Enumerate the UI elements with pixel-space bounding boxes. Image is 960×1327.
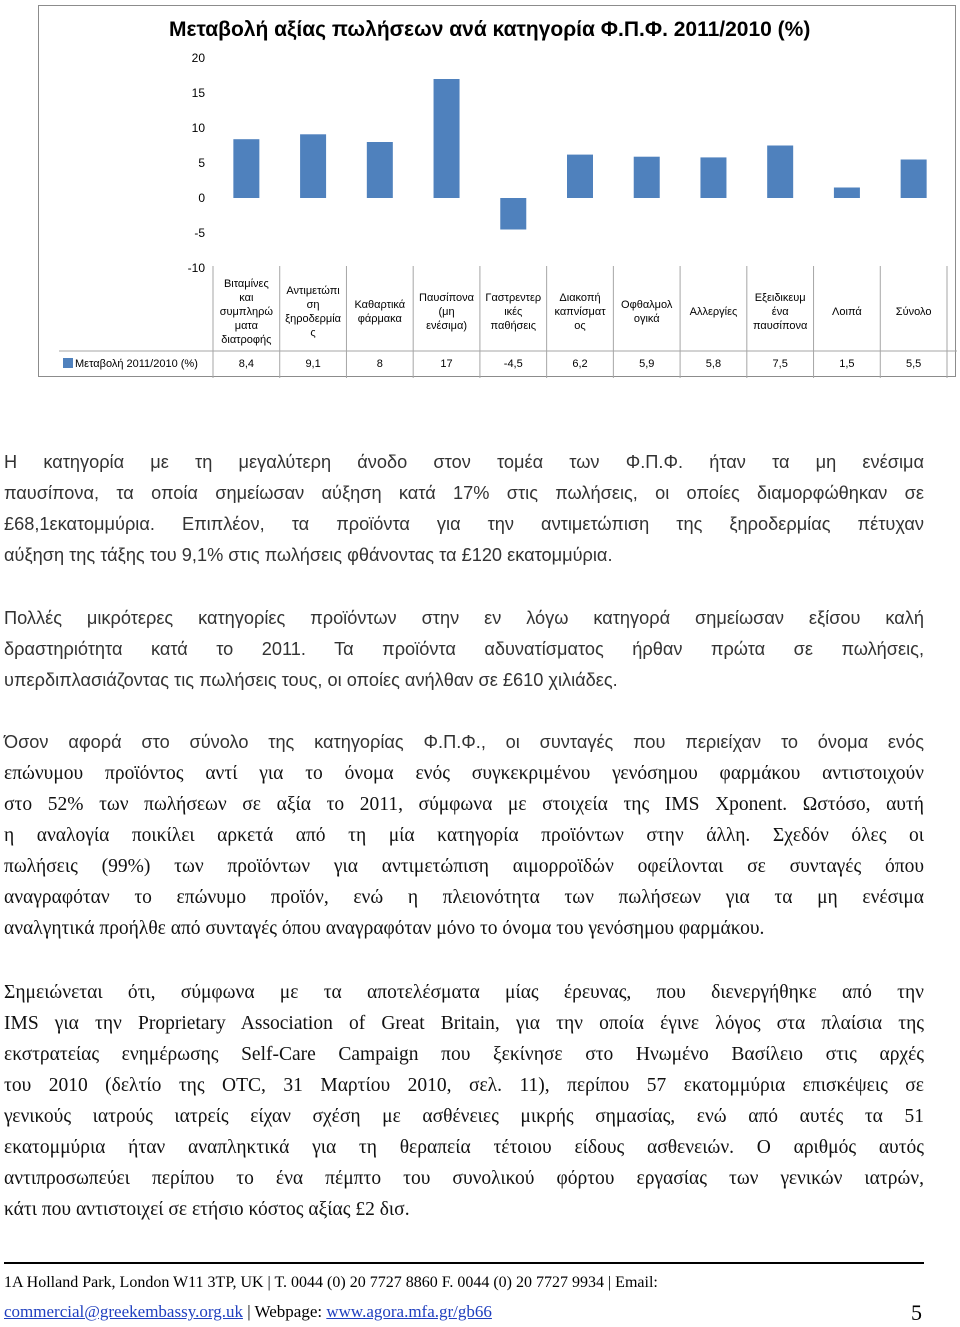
category-label: ένα [771, 306, 789, 318]
page-number: 5 [911, 1300, 922, 1325]
category-label: ση [306, 299, 320, 311]
footer-links [4, 1302, 934, 1322]
text-line: IMS για την Proprietary Association of Great Britain, για την οποία έγινε λόγος στα πλαίσια της [4, 1013, 924, 1034]
category-label: (μη [438, 306, 455, 318]
category-label: Διακοπή [559, 292, 601, 304]
category-label: Βιταμίνες [223, 278, 269, 290]
text-line: Σημειώνεται ότι, σύμφωνα με τα αποτελέσματα μίας έρευνας, που διενεργήθηκε από την [4, 982, 924, 1003]
category-label: ς [310, 327, 316, 339]
text-line: η αναλογία ποικίλει αρκετά από τη μία κατηγορία προϊόντων στην άλλη. Σχεδόν όλες οι [4, 825, 924, 846]
footer-separator: | Webpage: [242, 1302, 327, 1321]
bar [367, 142, 393, 198]
legend-label: Μεταβολή 2011/2010 (%) [75, 358, 198, 370]
chart-frame [38, 5, 956, 377]
category-label: διατροφής [221, 334, 272, 346]
data-value-label: 5,5 [905, 358, 922, 370]
text-line: γενικούς ιατρούς ιατρείς είχαν σχέση με ασθένειες μικρής σημασίας, ενώ από αυτές τα 51 [4, 1106, 924, 1127]
text-line: αντιπροσωπεύει περίπου το ένα πέμπτο του συνολικού φόρτου εργασίας των γενικών ιατρών, [4, 1168, 924, 1189]
text-line: Όσον αφορά στο σύνολο της κατηγορίας Φ.Π.Φ., οι συνταγές που περιείχαν το όνομα ενός [4, 732, 924, 752]
category-label: ματα [234, 320, 258, 332]
category-label: παθήσεις [490, 320, 537, 332]
y-tick-label: -10 [187, 261, 205, 275]
footer-address: 1A Holland Park, London W11 3TP, UK | T. 0044 (0) 20 7727 8860 F. 0044 (0) 20 7727 9934 | Email: [4, 1274, 658, 1291]
category-label: ικές [504, 306, 523, 318]
legend-swatch [63, 358, 73, 368]
text-line: υπερδιπλασιάζοντας τις πωλήσεις τους, οι οποίες ανήλθαν σε £610 χιλιάδες. [4, 670, 618, 690]
footer-divider [4, 1262, 924, 1264]
bar [901, 160, 927, 199]
email-link[interactable]: commercial@greekembassy.org.uk [4, 1302, 243, 1321]
data-value-label: 17 [440, 358, 453, 370]
category-label: καπνίσματ [554, 306, 606, 318]
chart-title: Μεταβολή αξίας πωλήσεων ανά κατηγορία Φ.Π.Φ. 2011/2010 (%) [169, 18, 811, 41]
text-line: παυσίπονα, τα οποία σημείωσαν αύξηση κατά 17% στις πωλήσεις, οι οποίες διαμορφώθηκαν σε [4, 483, 924, 503]
bar [567, 155, 593, 198]
data-value-label: 5,8 [705, 358, 722, 370]
category-label: ενέσιμα) [426, 320, 467, 332]
text-line: Πολλές μικρότερες κατηγορίες προϊόντων στην εν λόγω κατηγορά σημείωσαν εξίσου καλή [4, 608, 924, 628]
text-line: αναγραφόταν το επώνυμο προϊόν, ενώ η πλειονότητα των πωλήσεων για τα μη ενέσιμα [4, 887, 924, 908]
website-link[interactable]: www.agora.mfa.gr/gb66 [326, 1302, 492, 1321]
data-value-label: 8,4 [238, 358, 255, 370]
text-line: αναλγητικά προήλθε από συνταγές όπου αναγραφόταν μόνο το όνομα του γενόσημου φαρμάκου. [4, 918, 765, 939]
bar [300, 134, 326, 198]
category-label: φάρμακα [357, 313, 402, 325]
bar-chart [39, 6, 957, 378]
category-label: Παυσίπονα [419, 292, 475, 304]
text-line: πωλήσεις (99%) των προϊόντων για αντιμετώπιση αιμορροϊδών οφείλονται σε συνταγές όπου [4, 856, 924, 877]
y-tick-label: 15 [191, 86, 205, 100]
data-value-label: -4,5 [503, 358, 523, 370]
text-line: επώνυμου προϊόντος αντί για το όνομα ενός συγκεκριμένου γενόσημου φαρμάκου αντιστοιχούν [4, 763, 924, 784]
category-label: Καθαρτικά [354, 299, 406, 311]
text-line: δραστηριότητα κατά το 2011. Τα προϊόντα αδυνατίσματος ήρθαν πρώτα σε πωλήσεις, [4, 639, 924, 659]
bar [767, 146, 793, 199]
category-label: ογικά [633, 313, 660, 325]
data-value-label: 8 [376, 358, 383, 370]
y-tick-label: 10 [191, 121, 205, 135]
text-line: εκστρατείας ενημέρωσης Self-Care Campaign που ξεκίνησε στο Ηνωμένο Βασίλειο στις αρχές [4, 1044, 924, 1065]
bar [434, 79, 460, 198]
category-label: ξηροδερμία [285, 313, 342, 325]
text-line: εκατομμύρια ήταν αναπληκτικά για τη θεραπεία τέτοιου είδους ασθενειών. Ο αριθμός αυτός [4, 1137, 924, 1158]
category-label: και [239, 292, 254, 304]
category-label: ος [574, 320, 586, 332]
y-tick-label: 5 [198, 156, 205, 170]
y-tick-label: 20 [191, 51, 205, 65]
category-label: Σύνολο [895, 306, 932, 318]
text-line: αύξηση της τάξης του 9,1% στις πωλήσεις φθάνοντας τα £120 εκατομμύρια. [4, 545, 613, 565]
paragraph-1 [4, 447, 924, 571]
category-label: Οφθαλμολ [621, 299, 673, 311]
data-value-label: 1,5 [839, 358, 855, 370]
bar [500, 198, 526, 230]
category-label: Αντιμετώπι [286, 285, 340, 297]
data-value-label: 6,2 [572, 358, 588, 370]
text-line: £68,1εκατομμύρια. Επιπλέον, τα προϊόντα για την αντιμετώπιση της ξηροδερμίας πέτυχαν [4, 514, 924, 534]
text-line: στο 52% των πωλήσεων σε αξία το 2011, σύμφωνα με στοιχεία της IMS Xponent. Ωστόσο, αυτή [4, 794, 924, 815]
bar [233, 139, 259, 198]
category-label: παυσίπονα [752, 320, 808, 332]
bar [700, 157, 726, 198]
bar [834, 188, 860, 199]
category-label: Αλλεργίες [689, 306, 738, 318]
text-line: κάτι που αντιστοιχεί σε ετήσιο κόστος αξίας £2 δισ. [4, 1199, 410, 1220]
y-tick-label: -5 [194, 226, 205, 240]
paragraph-2 [4, 603, 924, 696]
data-value-label: 5,9 [639, 358, 655, 370]
text-line: του 2010 (δελτίο της OTC, 31 Μαρτίου 2010, σελ. 11), περίπου 57 εκατομμύρια επισκέψεις σε [4, 1075, 924, 1096]
category-label: συμπληρώ [219, 306, 273, 318]
category-label: Λοιπά [832, 306, 862, 318]
category-label: Εξειδικευμ [754, 292, 806, 304]
text-line: Η κατηγορία με τη μεγαλύτερη άνοδο στον τομέα των Φ.Π.Φ. ήταν τα μη ενέσιμα [4, 452, 924, 472]
paragraph-3 [4, 727, 924, 944]
data-value-label: 7,5 [772, 358, 788, 370]
y-tick-label: 0 [198, 191, 205, 205]
category-label: Γαστρεντερ [485, 292, 542, 304]
bar [634, 157, 660, 198]
paragraph-4 [4, 977, 924, 1225]
data-value-label: 9,1 [305, 358, 321, 370]
